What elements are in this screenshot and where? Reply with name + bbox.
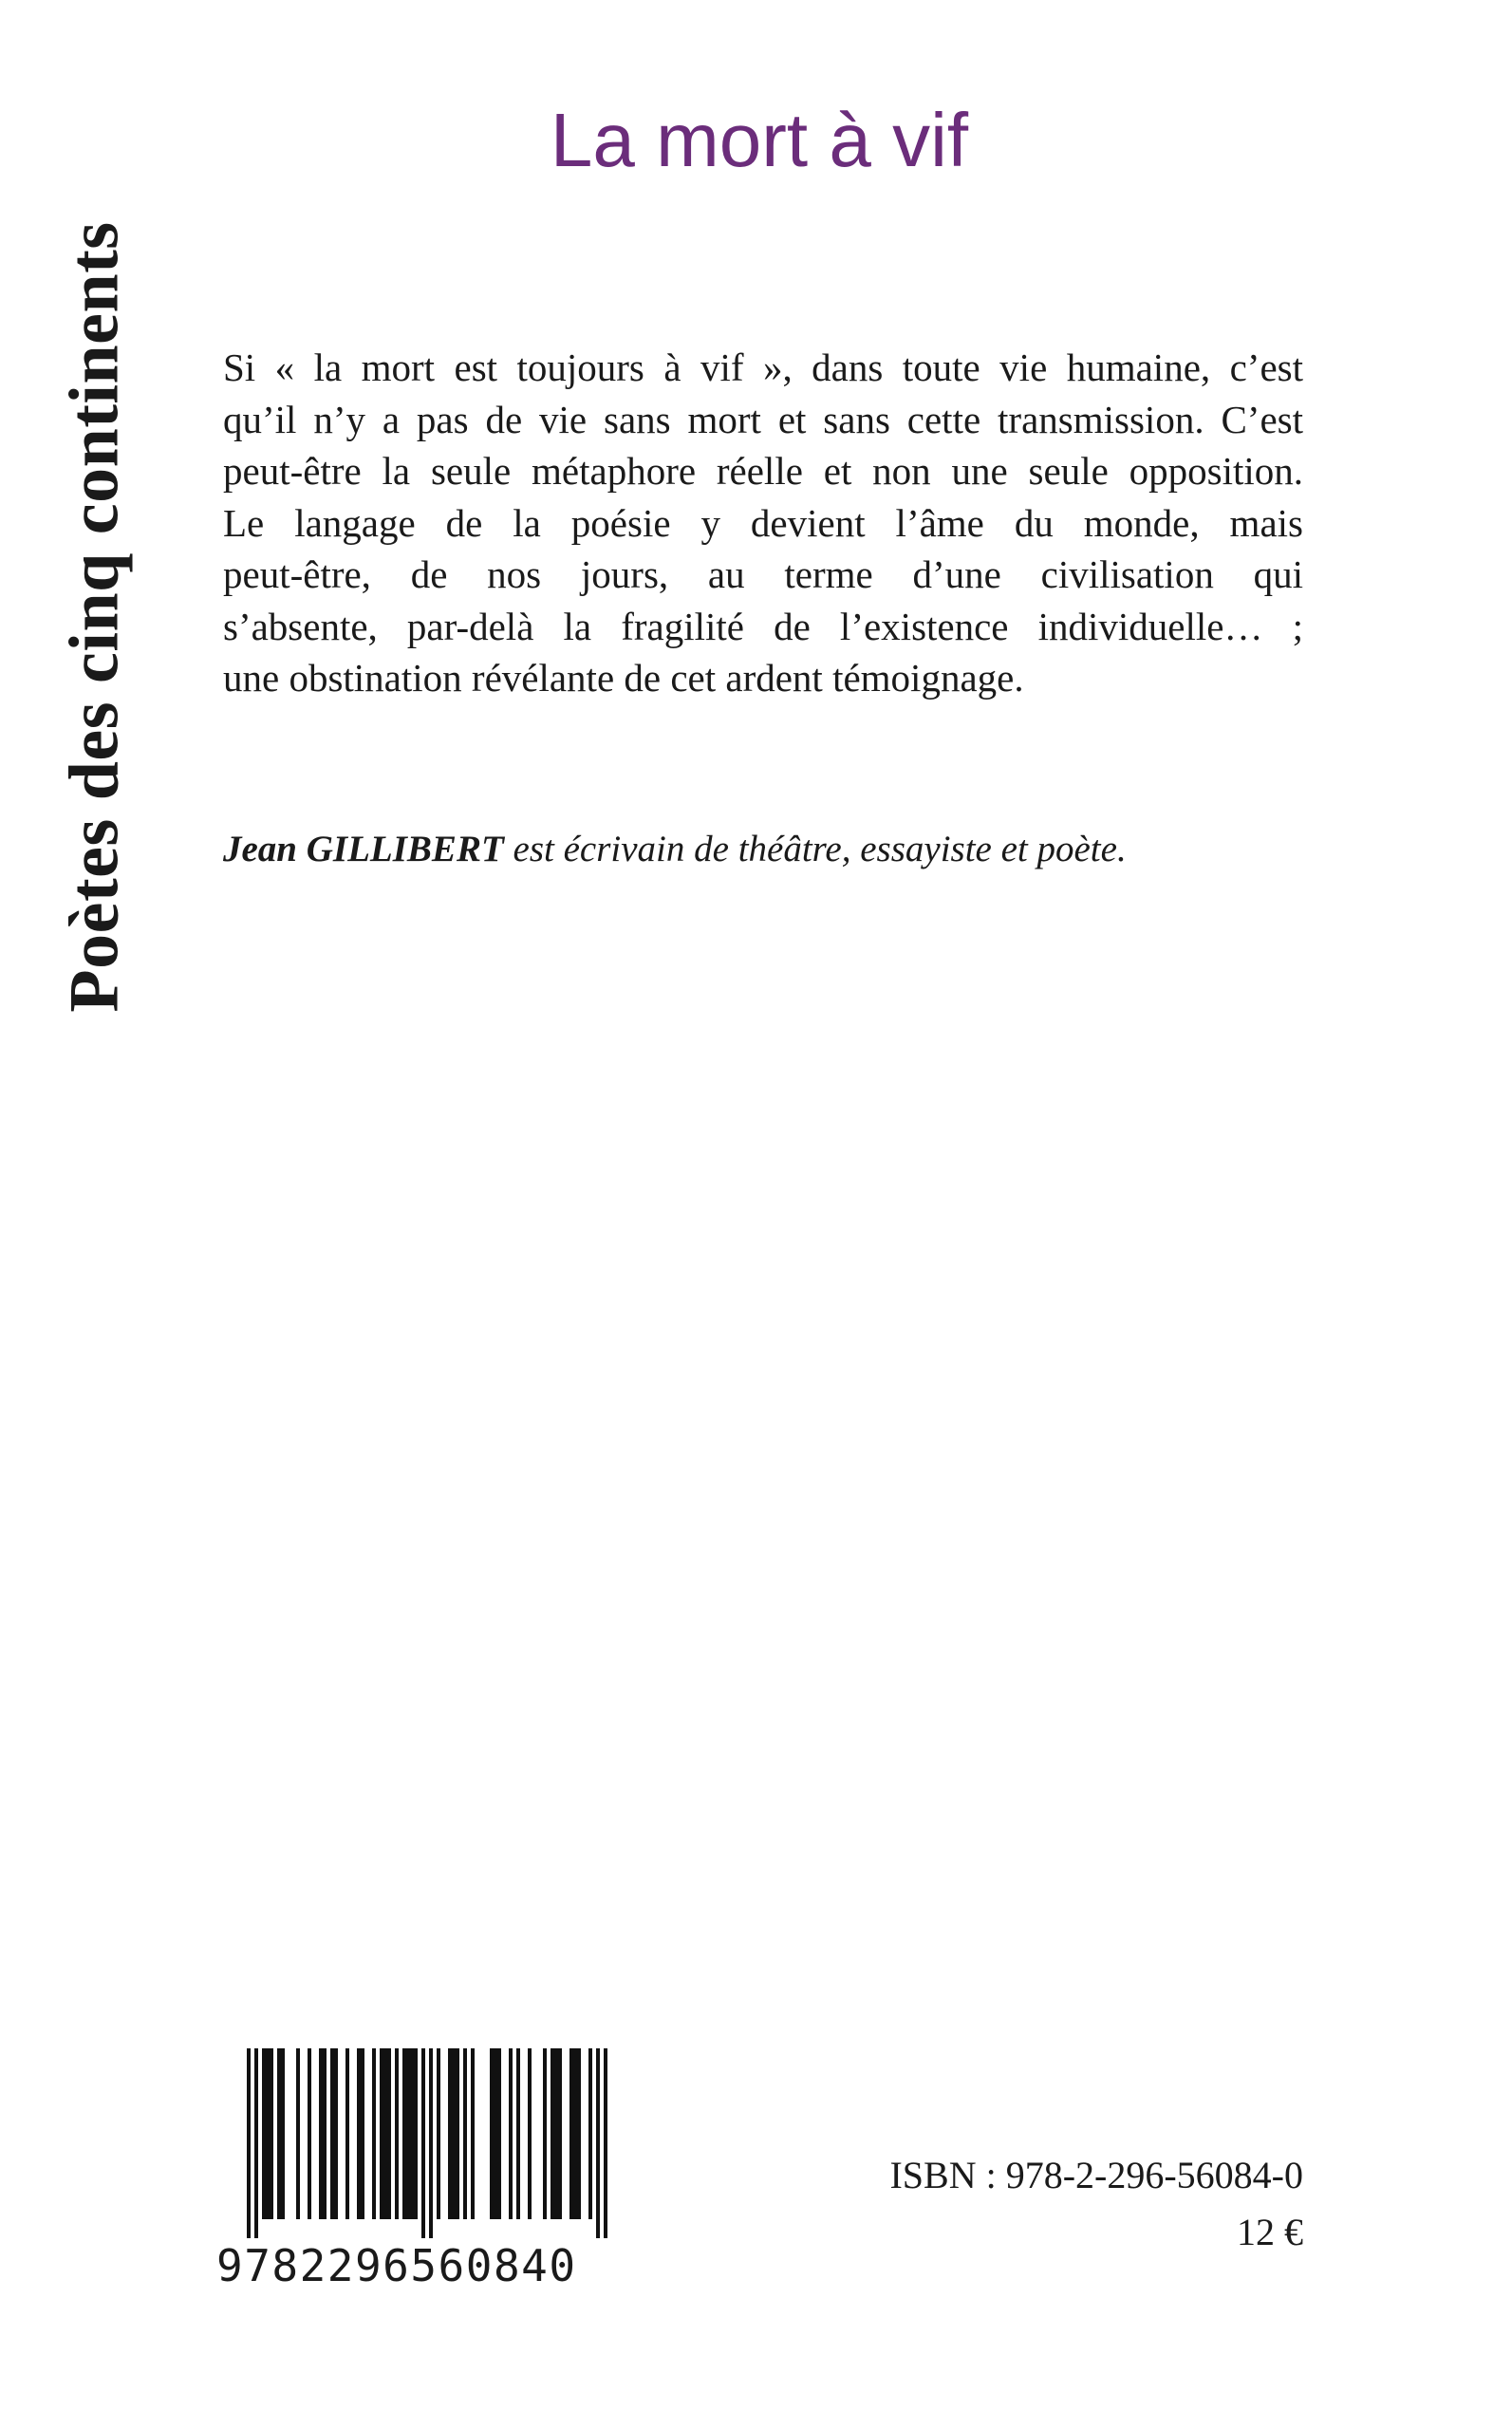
barcode-bar (308, 2048, 311, 2219)
blurb-line: peut-être la seule métaphore réelle et non une seule opposition. (223, 449, 1303, 493)
spine-panel (14, 142, 176, 1092)
barcode-bar (247, 2048, 251, 2238)
barcode-bar (296, 2048, 300, 2219)
barcode (216, 2048, 634, 2293)
barcode-digits: 9782296560840 (216, 2240, 577, 2291)
isbn: ISBN : 978-2-296-56084-0 (889, 2154, 1303, 2196)
barcode-bar (604, 2048, 607, 2238)
blurb-line: Si « la mort est toujours à vif », dans toute vie humaine, c’est (223, 346, 1303, 389)
blurb-line: une obstination révélante de cet ardent témoignage. (223, 656, 1024, 700)
barcode-bar (551, 2048, 562, 2219)
barcode-bar (262, 2048, 273, 2219)
barcode-bar (402, 2048, 418, 2219)
barcode-bar (277, 2048, 285, 2219)
blurb (223, 342, 1303, 704)
author-name: Jean GILLIBERT (223, 829, 504, 869)
blurb-line: Le langage de la poésie y devient l’âme du monde, mais (223, 500, 1303, 545)
barcode-bar (569, 2048, 581, 2219)
barcode-bar (516, 2048, 520, 2219)
barcode-bar (345, 2048, 349, 2219)
barcode-bar (437, 2048, 440, 2219)
barcode-icon (216, 2048, 634, 2238)
barcode-bar (429, 2048, 433, 2238)
barcode-bar (596, 2048, 600, 2238)
barcode-bar (330, 2048, 338, 2219)
barcode-bar (588, 2048, 592, 2219)
blurb-line: qu’il n’y a pas de vie sans mort et sans cette transmission. C’est (223, 397, 1303, 441)
barcode-bar (490, 2048, 501, 2219)
series-title: Poètes des cinq continents (55, 221, 134, 1013)
barcode-bar (395, 2048, 399, 2219)
author-description: est écrivain de théâtre, essayiste et poète. (503, 829, 1127, 869)
author-bio (223, 828, 1127, 870)
blurb-line: peut-être, de nos jours, au terme d’une civilisation qui (223, 552, 1303, 596)
price: 12 € (1237, 2211, 1303, 2253)
barcode-bar (319, 2048, 327, 2219)
barcode-bar (357, 2048, 364, 2219)
barcode-bar (471, 2048, 475, 2219)
barcode-bar (372, 2048, 376, 2219)
barcode-bar (543, 2048, 547, 2219)
barcode-bar (528, 2048, 532, 2219)
barcode-bar (380, 2048, 391, 2219)
barcode-bar (421, 2048, 425, 2238)
barcode-bar (509, 2048, 513, 2219)
blurb-line: s’absente, par-delà la fragilité de l’existence individuelle… ; (223, 604, 1303, 648)
barcode-bar (254, 2048, 258, 2238)
barcode-bar (463, 2048, 467, 2219)
book-title: La mort à vif (550, 98, 969, 182)
barcode-bar (448, 2048, 459, 2219)
